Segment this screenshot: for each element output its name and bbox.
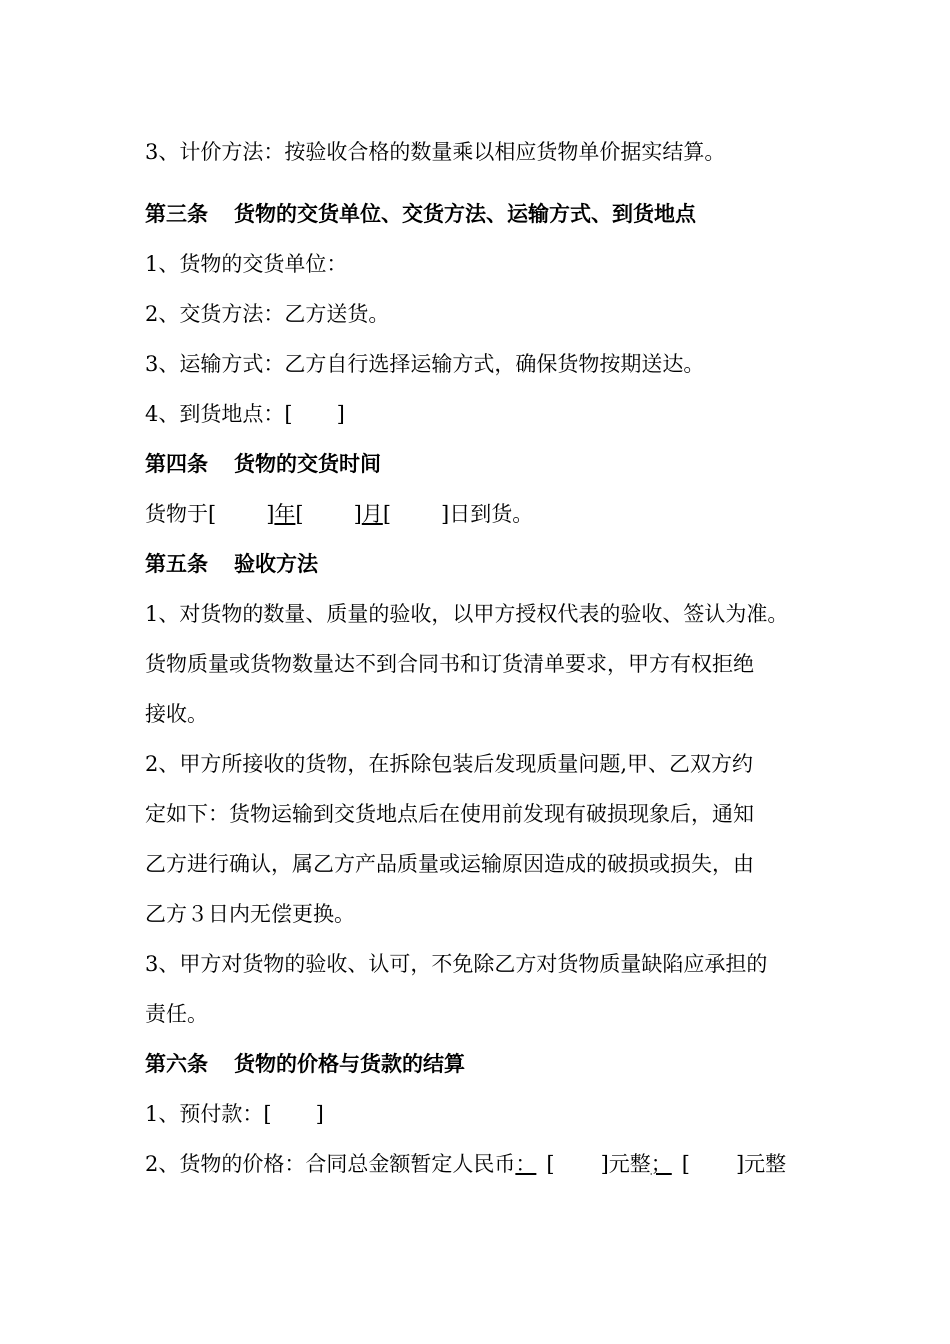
article-6-heading (145, 1050, 465, 1078)
arrival-location-line (145, 400, 345, 428)
transport-method-line (145, 350, 704, 378)
article-number: 第五条 (145, 552, 208, 576)
blank-open-bracket: [ (546, 1152, 555, 1176)
delivery-date-line (145, 500, 533, 528)
yuan-label: 元整 (744, 1152, 787, 1176)
blank-close-bracket: ] (600, 1152, 609, 1176)
article-title: 货物的价格与货款的结算 (234, 1052, 465, 1076)
day-suffix: 日到货。 (449, 502, 534, 526)
delivery-method-text: 2、交货方法：乙方送货。 (145, 302, 390, 326)
paragraph-text: 责任。 (145, 1002, 208, 1026)
goods-price-label: 2、货物的价格：合同总金额暂定人民币 (145, 1152, 516, 1176)
colon: ： (515, 1152, 537, 1176)
semicolon: ； (650, 1152, 672, 1176)
delivery-unit-text: 1、货物的交货单位： (145, 252, 348, 276)
article-3-heading (145, 200, 696, 228)
arrival-location-label: 4、到货地点： (145, 402, 285, 426)
article-title: 货物的交货时间 (234, 452, 381, 476)
article-title: 货物的交货单位、交货方法、运输方式、到货地点 (234, 202, 696, 226)
delivery-unit-line (145, 250, 347, 278)
blank-open-bracket: [ (208, 502, 217, 526)
paragraph-text: 2、甲方所接收的货物，在拆除包装后发现质量问题,甲、乙双方约 (145, 752, 754, 776)
article-number: 第六条 (145, 1052, 208, 1076)
blank-open-bracket: [ (263, 1102, 272, 1126)
pricing-method-line (145, 138, 725, 166)
inspection-p2-line4 (145, 900, 355, 928)
article-5-heading (145, 550, 318, 578)
inspection-p2-line1 (145, 750, 753, 778)
blank-close-bracket: ] (353, 502, 362, 526)
paragraph-text: 货物质量或货物数量达不到合同书和订货清单要求，甲方有权拒绝 (145, 652, 754, 676)
paragraph-text: 定如下：货物运输到交货地点后在使用前发现有破损现象后，通知 (145, 802, 754, 826)
blank-close-bracket: ] (266, 502, 275, 526)
blank-close-bracket: ] (336, 402, 345, 426)
blank-close-bracket: ] (315, 1102, 324, 1126)
paragraph-text: 接收。 (145, 702, 208, 726)
paragraph-text: 乙方进行确认，属乙方产品质量或运输原因造成的破损或损失，由 (145, 852, 754, 876)
blank-close-bracket: ] (735, 1152, 745, 1176)
transport-method-text: 3、运输方式：乙方自行选择运输方式，确保货物按期送达。 (145, 352, 705, 376)
article-number: 第三条 (145, 202, 208, 226)
yuan-label: 元整 (608, 1152, 651, 1176)
blank-close-bracket: ] (441, 502, 450, 526)
goods-price-line (145, 1150, 786, 1178)
blank-open-bracket: [ (284, 402, 293, 426)
article-title: 验收方法 (234, 552, 318, 576)
blank-open-bracket: [ (295, 502, 304, 526)
prepayment-label: 1、预付款： (145, 1102, 264, 1126)
pricing-method-text: 3、计价方法：按验收合格的数量乘以相应货物单价据实结算。 (145, 140, 726, 164)
article-number: 第四条 (145, 452, 208, 476)
paragraph-text: 乙方３日内无偿更换。 (145, 902, 355, 926)
paragraph-text: 1、对货物的数量、质量的验收，以甲方授权代表的验收、签认为准。 (145, 602, 789, 626)
inspection-p1-line3 (145, 700, 208, 728)
blank-open-bracket: [ (681, 1152, 690, 1176)
inspection-p2-line2 (145, 800, 754, 828)
inspection-p2-line3 (145, 850, 754, 878)
inspection-p3-line1 (145, 950, 767, 978)
inspection-p1-line2 (145, 650, 754, 678)
inspection-p3-line2 (145, 1000, 208, 1028)
delivery-date-prefix: 货物于 (145, 502, 208, 526)
delivery-method-line (145, 300, 389, 328)
article-4-heading (145, 450, 381, 478)
inspection-p1-line1 (145, 600, 788, 628)
month-label: 月 (361, 502, 383, 526)
prepayment-line (145, 1100, 324, 1128)
year-label: 年 (274, 502, 296, 526)
paragraph-text: 3、甲方对货物的验收、认可，不免除乙方对货物质量缺陷应承担的 (145, 952, 768, 976)
blank-open-bracket: [ (382, 502, 392, 526)
